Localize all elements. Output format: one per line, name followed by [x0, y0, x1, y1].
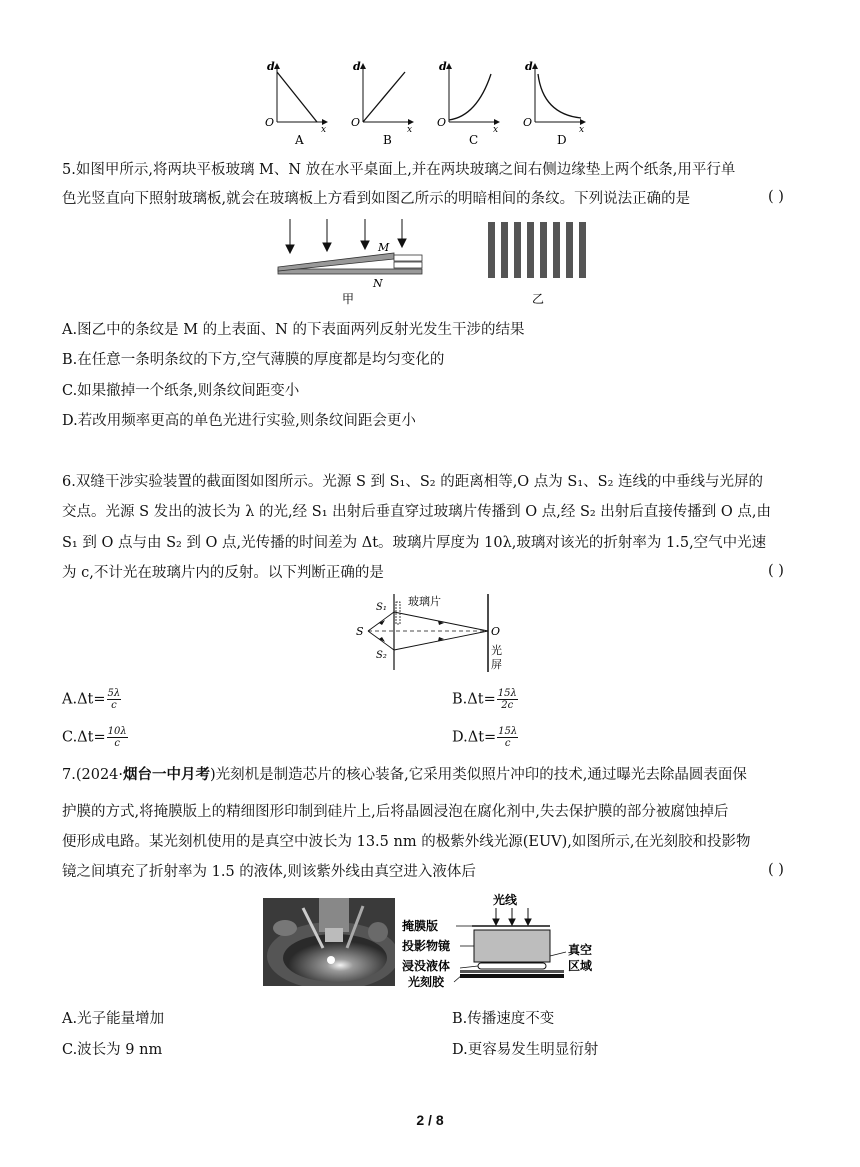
axis-d-label: d	[267, 60, 275, 73]
caption-yi: 乙	[532, 292, 545, 306]
fraction: $\frac{15\lambda}{c}$	[498, 726, 518, 749]
option-prefix: C.Δt=	[62, 729, 106, 746]
origin-label: O	[265, 116, 275, 129]
q6-option-b[interactable]	[452, 688, 518, 711]
q6-stem-line2: 交点。光源 S 发出的波长为 λ 的光,经 S₁ 出射后垂直穿过玻璃片传播到 O 点,经 S₂ 出射后直接传播到 O 点,由	[62, 504, 772, 520]
label-n: N	[373, 277, 383, 290]
svg-text:d: d	[353, 60, 361, 73]
q5-figure-b	[486, 222, 596, 307]
graph-c	[437, 60, 499, 147]
axis-x-label: x	[321, 125, 327, 135]
option-graphs	[255, 58, 600, 150]
fraction: $\frac{10\lambda}{c}$	[107, 726, 127, 749]
q6-stem-line3: S₁ 到 O 点与由 S₂ 到 O 点,光传播的时间差为 Δt。玻璃片厚度为 10λ,玻璃对该光的折射率为 1.5,空气中光速	[62, 535, 767, 551]
svg-text:d: d	[525, 60, 533, 73]
graph-b	[351, 60, 413, 147]
label-m: M	[378, 241, 390, 254]
label-light: 光线	[493, 893, 518, 907]
label-resist: 光刻胶	[408, 975, 445, 988]
q6-option-d[interactable]	[452, 726, 518, 749]
label-o: O	[491, 625, 501, 638]
q5-stem-line1: 5.如图甲所示,将两块平板玻璃 M、N 放在水平桌面上,并在两块玻璃之间右侧边缘垫上两个纸条,用平行单	[62, 162, 736, 178]
label-lens: 投影物镜	[402, 939, 451, 953]
graph-d-label: D	[557, 133, 567, 147]
option-prefix: B.Δt=	[452, 691, 496, 708]
caption-jia: 甲	[342, 292, 355, 306]
label-s: S	[356, 625, 364, 638]
label-liquid: 浸没液体	[402, 959, 451, 973]
q6-stem-line4: 为 c,不计光在玻璃片内的反射。以下判断正确的是	[62, 565, 384, 581]
q7-stem-line2: 护膜的方式,将掩膜版上的精细图形印制到硅片上,后将晶圆浸泡在腐化剂中,失去保护膜的部分被腐蚀掉后	[62, 804, 729, 820]
q5-figure-a	[272, 215, 432, 307]
svg-text:O: O	[523, 116, 533, 129]
q6-answer-paren: ( )	[768, 563, 784, 579]
q5-option-d[interactable]: D.若改用频率更高的单色光进行实验,则条纹间距会更小	[62, 413, 416, 429]
fraction: $\frac{15\lambda}{2c}$	[497, 688, 517, 711]
graph-d	[523, 60, 585, 147]
svg-text:x: x	[407, 125, 413, 135]
q6-option-c[interactable]	[62, 726, 128, 749]
q7-stem-line3: 便形成电路。某光刻机使用的是真空中波长为 13.5 nm 的极紫外线光源(EUV),如图所示,在光刻胶和投影物	[62, 834, 751, 850]
q5-option-b[interactable]: B.在任意一条明条纹的下方,空气薄膜的厚度都是均匀变化的	[62, 352, 445, 368]
q5-option-a[interactable]: A.图乙中的条纹是 M 的上表面、N 的下表面两列反射光发生干涉的结果	[62, 322, 525, 338]
lithography-diagram	[398, 888, 608, 988]
label-mask: 掩膜版	[402, 919, 439, 933]
q6-option-a[interactable]	[62, 688, 121, 711]
label-screen-2: 屏	[491, 658, 502, 671]
label-s2: S₂	[376, 650, 387, 661]
q7-stem-line1: 7.(2024·烟台一中月考)光刻机是制造芯片的核心装备,它采用类似照片冲印的技术,通过曝光去除晶圆表面保	[62, 767, 747, 783]
svg-text:O: O	[351, 116, 361, 129]
label-vacuum-2: 区域	[568, 959, 593, 973]
option-prefix: D.Δt=	[452, 729, 497, 746]
q6-figure	[352, 590, 512, 680]
fraction: $\frac{5\lambda}{c}$	[107, 688, 121, 711]
graph-b-label: B	[383, 133, 392, 147]
q5-answer-paren: ( )	[768, 189, 784, 205]
label-vacuum-1: 真空	[568, 943, 593, 957]
label-glass: 玻璃片	[408, 595, 441, 608]
graph-a	[265, 60, 327, 147]
q7-stem-line4: 镜之间填充了折射率为 1.5 的液体,则该紫外线由真空进入液体后	[62, 864, 476, 880]
q7-option-d[interactable]: D.更容易发生明显衍射	[452, 1042, 599, 1058]
q7-source: 烟台一中月考	[123, 767, 211, 783]
svg-text:x: x	[579, 125, 585, 135]
q5-stem-line2: 色光竖直向下照射玻璃板,就会在玻璃板上方看到如图乙所示的明暗相间的条纹。下列说法正确的是	[62, 191, 691, 207]
graph-c-label: C	[469, 133, 479, 147]
graph-a-label: A	[295, 133, 304, 147]
svg-text:O: O	[437, 116, 447, 129]
page-number: 2 / 8	[416, 1112, 444, 1128]
q7-answer-paren: ( )	[768, 862, 784, 878]
option-prefix: A.Δt=	[62, 691, 106, 708]
label-screen-1: 光	[491, 644, 502, 657]
svg-text:d: d	[439, 60, 447, 73]
q7-option-a[interactable]: A.光子能量增加	[62, 1011, 165, 1027]
label-s1: S₁	[376, 602, 387, 613]
q7-option-c[interactable]: C.波长为 9 nm	[62, 1042, 163, 1058]
lithography-photo	[263, 898, 395, 986]
svg-text:x: x	[493, 125, 499, 135]
q6-stem-line1: 6.双缝干涉实验装置的截面图如图所示。光源 S 到 S₁、S₂ 的距离相等,O 点为 S₁、S₂ 连线的中垂线与光屏的	[62, 474, 764, 490]
q5-option-c[interactable]: C.如果撤掉一个纸条,则条纹间距变小	[62, 383, 300, 399]
q7-option-b[interactable]: B.传播速度不变	[452, 1011, 555, 1027]
